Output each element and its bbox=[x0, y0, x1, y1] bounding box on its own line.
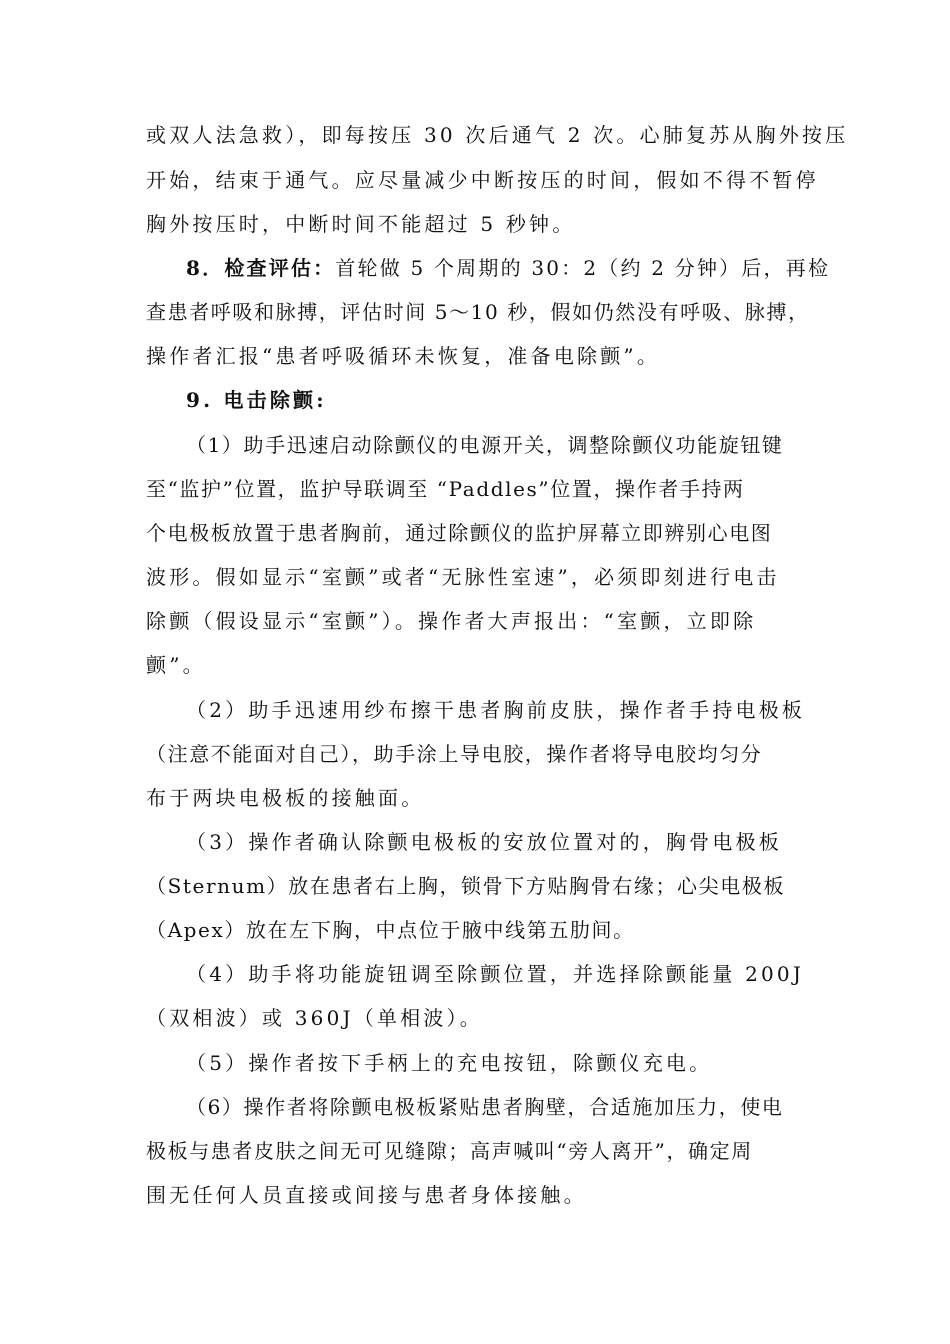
paragraph-line: （Sternum）放在患者右上胸，锁骨下方贴胸骨右缘；心尖电极板 bbox=[146, 874, 786, 898]
paragraph-line: 至“监护”位置，监护导联调至 “Paddles”位置，操作者手持两 bbox=[146, 477, 745, 501]
paragraph-line: 波形。假如显示“室颤”或者“无脉性室速”，必须即刻进行电击 bbox=[146, 565, 780, 589]
paragraph-line: 胸外按压时，中断时间不能超过 5 秒钟。 bbox=[146, 212, 576, 236]
step-5-line: （5）操作者按下手柄上的充电按钮，除颤仪充电。 bbox=[186, 1051, 713, 1075]
paragraph-line: 围无任何人员直接或间接与患者身体接触。 bbox=[146, 1183, 587, 1207]
paragraph-line: 或双人法急救），即每按压 30 次后通气 2 次。心肺复苏从胸外按压 bbox=[146, 123, 849, 147]
paragraph-line: 操作者汇报“患者呼吸循环未恢复，准备电除颤”。 bbox=[146, 344, 661, 368]
section-8-line bbox=[186, 254, 866, 282]
paragraph-line: 开始，结束于通气。应尽量减少中断按压的时间，假如不得不暂停 bbox=[146, 168, 819, 192]
step-2-line: （2）助手迅速用纱布擦干患者胸前皮肤，操作者手持电极板 bbox=[186, 698, 806, 722]
step-3-line: （3）操作者确认除颤电极板的安放位置对的，胸骨电极板 bbox=[186, 830, 782, 854]
paragraph-line: 极板与患者皮肤之间无可见缝隙；高声喊叫“旁人离开”，确定周 bbox=[146, 1139, 753, 1163]
step-4-line: （4）助手将功能旋钮调至除颤位置，并选择除颤能量 200J bbox=[186, 962, 805, 986]
step-1-line: （1）助手迅速启动除颤仪的电源开关，调整除颤仪功能旋钮键 bbox=[186, 433, 784, 457]
section-8-text: 首轮做 5 个周期的 30：2（约 2 分钟）后，再检 bbox=[335, 256, 831, 280]
paragraph-line: （双相波）或 360J（单相波）。 bbox=[146, 1006, 483, 1030]
paragraph-line: 查患者呼吸和脉搏，评估时间 5～10 秒，假如仍然没有呼吸、脉搏， bbox=[146, 300, 810, 324]
paragraph-line: 布于两块电极板的接触面。 bbox=[146, 786, 425, 810]
section-8-heading: 8．检查评估： bbox=[186, 256, 336, 280]
paragraph-line: （注意不能面对自己），助手涂上导电胶，操作者将导电胶均匀分 bbox=[146, 742, 763, 766]
paragraph-line: 颤”。 bbox=[146, 653, 206, 677]
paragraph-line: 除颤（假设显示“室颤”）。操作者大声报出：“室颤，立即除 bbox=[146, 609, 757, 633]
section-9-heading: 9. 电击除颤: bbox=[186, 388, 327, 412]
paragraph-line: 个电极板放置于患者胸前，通过除颤仪的监护屏幕立即辨别心电图 bbox=[146, 521, 773, 545]
paragraph-line: （Apex）放在左下胸，中点位于腋中线第五肋间。 bbox=[146, 918, 635, 942]
step-6-line: （6）操作者将除颤电极板紧贴患者胸壁，合适施加压力，使电 bbox=[186, 1095, 784, 1119]
